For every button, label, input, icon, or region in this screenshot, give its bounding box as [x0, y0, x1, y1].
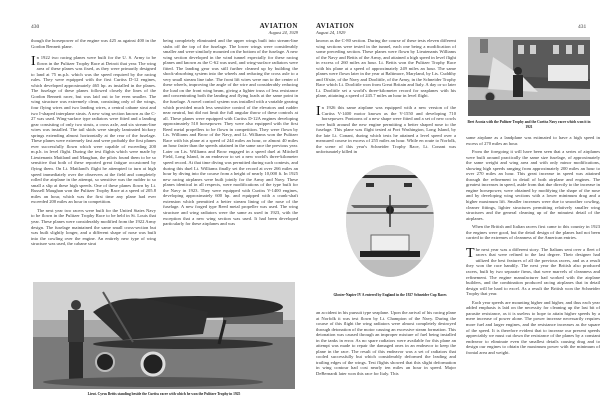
text-column-1 — [316, 38, 456, 158]
text-column-1 — [31, 38, 156, 274]
paragraph — [316, 105, 456, 155]
paragraph-text: same airplane as a landplane was estimated to have a high speed in excess of 270 miles an hour. — [466, 135, 600, 146]
paragraph — [31, 38, 156, 49]
drop-cap: T — [466, 245, 475, 261]
photo-caption-round: Gloster-Napier IV A entered by England in the 1927 Schneider Cup Races — [333, 293, 447, 297]
photo-acosta-trophy — [468, 37, 590, 116]
page-number: 430 — [31, 24, 40, 30]
text-column-2 — [163, 38, 298, 274]
paragraph-text: n 1922 two racing planes were built for the U. S. Army to be flown in the Pulitzer Trophy Race at Detroit that year. The wing area of these planes was fixed, as they were primarily designed to land at 75 m.p.h. which was the speed required by the racing rules. They were equipped with the first Curtiss D-12 engines, which developed approximately 465 hp. as installed in the planes. The fuselage of these planes followed closely the lines of the Gordon Bennett racer, but was laid out to be even smaller. The wing structure was extremely clean, consisting only of the wings, four flying wires and two landing wires, a central cabane strut and two I-shaped interplane struts. A new wing section known as the C-27 was used. Wing-surface type radiators were fitted and a landing gear consisting of only two struts, a cross axle, and six stream-line wires was installed. The tail skids were simply laminated hickory springs extending almost horizontally at the rear of the fuselage. These planes were extremely fast and were probably the first planes ever successfully flown which were capable of exceeding 200 m.p.h. in level flight. During the test flights which were made by Lieutenants Maitland and Maughan, the pilots found them to be so sensitive that both of these reported great fatigue occasioned by flying them. On Lt. Maitland's flight he attempted to turn at high speed immediately over the observers at the field and completely rolled the airplane in the attempt, so sensitive was the rudder to so small a slip at these high speeds. One of these planes flown by Lt. Russell Maughan won the Pulitzer Trophy Race at a speed of 205.8 miles an hour, which was the first time any plane had ever exceeded 200 miles an hour in competition. — [31, 55, 156, 205]
paragraph-text: n 1926 this same airplane was equipped with a new version of the Curtiss V-1400 motor known as the V-1550 and developing 710 horsepower. Pontoons of a new shape were fitted and a set of new cowls were built around the new engine permitting a better shaped nose to the fuselage. This plane was flight tested at Port Washington, Long Island, by the late Lt. Conant, during which tests he attained a level speed over a measured course in excess of 255 miles an hour. While en route to Norfolk, the scene of this year's Schneider Trophy Race, Lt. Conant was unfortunately killed in — [316, 105, 456, 155]
running-head-date: August 24, 1929 — [316, 30, 346, 35]
right-page — [306, 0, 612, 420]
photo-curtiss-racer-bettis — [33, 282, 295, 389]
running-head-title: AVIATION — [259, 22, 298, 30]
paragraph-text: an accident in his pursuit type seaplane. Upon the arrival of his racing plane at Norfolk it was test flown by Lt. Champion of the Navy. During the course of this flight the wing radiators were almost completely destroyed through detonation of the motor causing an excessive steam formation. This detonation was caused through an improper mixture of fuel being installed in the tanks in error. As no spare radiators were available for this plane an attempt was made to repair the damaged ones in an endeavor to keep the plane in the race. The result of this endeavor was a set of radiators that cooled successfully but which considerably deformed the leading and trailing edges of the wings. Test flights showed that this slight deformation in wing contour had cost nearly ten miles an hour in speed. Major DeBernardi later won this race for Italy. This — [316, 310, 456, 377]
text-column-1-continued — [316, 310, 456, 382]
photo-caption: Lieut. Cyrus Bettis standing beside the Curtiss racer with which he won the Pulitzer Trophy in 1925 — [87, 392, 241, 396]
paragraph-text: Each year speeds are mounting higher and higher, and thus each year added emphasis is laid on the necessity for cleaning up the last bit of parasite resistance, as it is useless to hope to attain higher speeds by a mere increase of power alone. The power increase necessarily requires more fuel and larger engines, and the resistance increases as the square of the speed. It is therefore evident that to increase our present speeds appreciably we must cut down the resistance of the planes by a constant endeavor to eliminate even the smallest details causing drag and to design our engines to obtain the maximum power with the minimum of frontal area and weight. — [466, 299, 600, 355]
paragraph-text: he next year was a different story. The Italians sent over a fleet of racers that were refined to the last degree. Their designer had utilized the best features of all the previous racers, and as a result they won the race handily. The next year the British also produced racers, built by two separate firms, that were marvels of cleanness and refinement. The engine manufacturer had worked with the airplane builders, and the combination produced racing airplanes that in detail design will be hard to excel. As a result the British won the Schneider Trophy that year. — [466, 246, 600, 297]
paragraph-text: being completely eliminated and the upper wings built into stream-line stubs off the top of the fuselage. The lower wings were considerably smaller and were similarly mounted on the bottom of the fuselage. A new wing section developed in the wind tunnel especially for these racing planes and known as the C-62 was used, and wing-surface radiators were fitted. The landing gear was still further cleaned up by building the shock-absorbing system into the wheels and reducing the cross axle to a very small stream line tube. The front lift wires were run to the center of these wheels, improving the angle of the wire and considerably reducing the load on the front wing beam, giving a lighter truss of less resistance and concentrating both the landing and flying loads at the same point in the fuselage. A novel control system was installed with a variable gearing which provided much less sensitive control of the elevators and rudder near neutral, but did not limit the full angular throw of these controls at all. These planes were equipped with Curtiss D-12A engines developing approximately 510 horsepower. They were also equipped with the first Reed metal propellers to be flown in competition. They were flown by Lts. Williams and Brow of the Navy, and Lt. Williams won the Pulitzer Race with his plane at a speed of 244 miles an hour, or almost 40 miles an hour faster than the speeds attained in the same race the previous year. Later on Lts. Williams and Brow engaged in a speed duel at Mitchell Field, Long Island, in an endeavor to set a new world's three-kilometer speed record. At that time diving was permitted during such contests, and during this duel Lt. Williams finally set the record at over 266 miles an hour by diving into the course from a height of nearly 10,000 ft. In 1925 new racing airplanes were built jointly for the Army and Navy. These planes identical in all respects, were modifications of the type built for the Navy in 1923. They were equipped with Curtiss V-1400 engines, developing approximately 600 hp. and equipped with a crank-shaft extension which permitted a better stream lining of the nose of the fuselage. A new forged type Reed metal propeller was used. The wing structure and wing radiators were the same as used in 1923, with the exception that a new wing section was used. It had been developed particularly for these airplanes and was — [163, 38, 298, 227]
paragraph — [466, 135, 600, 146]
drop-cap: I — [316, 104, 321, 120]
paragraph-text: though the horsepower of the engine was 425 as against 400 in the Gordon Bennett plane. — [31, 38, 156, 49]
text-column-2 — [466, 135, 600, 387]
photo-caption-top: Bert Acosta with the Pulitzer Trophy and the Curtiss Navy racer which won it in 1921 — [467, 120, 591, 129]
paragraph-text: The next year two racers were built for the United States Navy to be flown in the Pulitzer Trophy Race to be held in St. Louis that year. These planes were considerably modified from the 1922 Army design. The fuselage maintained the same small cross-section but was built slightly longer, and a different shape of nose was built into the cowling over the engine. An entirely new type of wing structure was used, the cabane strut — [31, 207, 156, 247]
running-head — [316, 23, 376, 35]
running-head — [220, 23, 298, 35]
paragraph — [31, 208, 156, 247]
paragraph-text: From the foregoing it will have been seen that a series of airplanes were built around practically the same size fuselage, of approximately the same weight and wing area and with only minor modifications, showing high speeds ranging from approximately 200 miles an hour to over 270 miles an hour. This great increase in speed was attained through the refinement in detail of both airplane and engines. The greatest increases in speed, aside from that due directly to the increase in engine horsepower, were obtained by modifying the shape of the nose and by developing wing sections with a lower minimum drag and a higher maximum lift. Smaller increases were due to smoother cowling, cleaner fittings, lighter structures permitting relatively smaller wing structures and the general cleaning up of the minutest detail of the airplanes. — [466, 149, 600, 221]
paragraph-text: known as the C-80 section. During the course of these tests eleven different wing sections were tested in the tunnel, each one being a modification of some preceding section. These planes were flown by Lieutenants Williams of the Navy and Bettis of the Army, and attained a high speed in level flight in excess of 260 miles an hour. Lt. Bettis won the Pulitzer Trophy Race with his plane at a speed of approximately 249 miles an hour. The same planes were flown later in the year at Baltimore, Maryland, by Lts. Cuddihy and Ofstie, of the Navy and Doolittle, of the Army, in the Schneider Trophy Race which Lt. Doolittle won from Great Britain and Italy. A day or so later Lt. Doolittle set a world's three-kilometer record for seaplanes with his plane, attaining a speed of 245.7 miles an hour in level flight. — [316, 38, 456, 99]
paragraph — [316, 38, 456, 99]
drop-cap: I — [31, 54, 36, 70]
page-number: 431 — [578, 24, 587, 30]
paragraph — [466, 149, 600, 221]
paragraph — [316, 310, 456, 377]
paragraph-text: When the British and Italian racers first came to this country in 1923 the engines were good, but the detail design of the planes had not been carried to the extremes of cleanness of the American entries. — [466, 224, 600, 241]
paragraph — [466, 224, 600, 241]
paragraph — [466, 300, 600, 355]
running-head-title: AVIATION — [316, 22, 355, 30]
photo-gloster-napier — [346, 165, 434, 277]
running-head-date: August 24, 1929 — [268, 30, 298, 35]
paragraph — [163, 38, 298, 227]
paragraph — [31, 55, 156, 205]
paragraph — [466, 247, 600, 297]
